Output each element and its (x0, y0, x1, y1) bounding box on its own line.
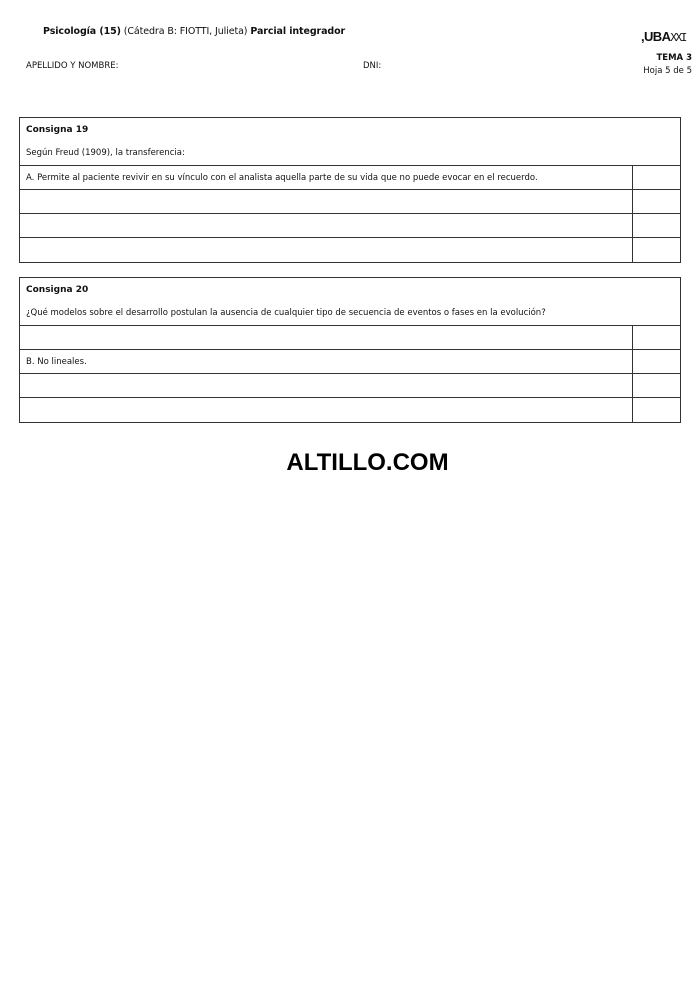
course-detail: (Cátedra B: FIOTTI, Julieta) (120, 26, 251, 37)
answer-option-text (20, 374, 632, 397)
question-header (20, 118, 680, 165)
question-text: Según Freud (1909), la transferencia: (26, 148, 185, 158)
answer-option-row[interactable] (20, 325, 680, 349)
question-header (20, 278, 680, 325)
answer-option-row[interactable] (20, 349, 680, 373)
question-box-19 (19, 117, 681, 263)
logo-suffix: XXI (670, 31, 686, 44)
answer-option-row[interactable] (20, 213, 680, 237)
answer-option-text (20, 238, 632, 262)
tema-label: TEMA 3 (656, 53, 692, 63)
watermark: ALTILLO.COM (286, 449, 449, 476)
answer-option-text (20, 398, 632, 422)
dni-field-label: DNI: (363, 61, 382, 71)
question-number: Consigna 20 (26, 285, 89, 295)
question-text: ¿Qué modelos sobre el desarrollo postulan la ausencia de cualquier tipo de secuencia de eventos o fases en la evolución? (26, 308, 546, 318)
page-number: Hoja 5 de 5 (643, 66, 692, 76)
answer-mark-cell[interactable] (632, 398, 680, 422)
answer-mark-cell[interactable] (632, 350, 680, 373)
answer-mark-cell[interactable] (632, 214, 680, 237)
uba-xxi-logo: ,UBAXXI (641, 29, 686, 44)
answer-option-row[interactable] (20, 165, 680, 189)
answer-option-text: B. No lineales. (26, 357, 87, 367)
answer-mark-cell[interactable] (632, 190, 680, 213)
answer-option-text (20, 190, 632, 213)
answer-mark-cell[interactable] (632, 374, 680, 397)
answer-mark-cell[interactable] (632, 238, 680, 262)
question-number: Consigna 19 (26, 125, 89, 135)
answer-option-row[interactable] (20, 397, 680, 422)
answer-option-row[interactable] (20, 373, 680, 397)
course-name: Psicología (15) (43, 26, 121, 37)
question-box-20 (19, 277, 681, 423)
course-title (43, 26, 345, 37)
answer-option-text (20, 214, 632, 237)
answer-mark-cell[interactable] (632, 166, 680, 189)
answer-option-row[interactable] (20, 189, 680, 213)
answer-mark-cell[interactable] (632, 326, 680, 349)
answer-option-text (20, 326, 632, 349)
name-field-label: APELLIDO Y NOMBRE: (26, 61, 119, 71)
answer-option-text: A. Permite al paciente revivir en su vínculo con el analista aquella parte de su vida que no puede evocar en el recuerdo. (26, 173, 538, 183)
logo-main: UBA (644, 29, 671, 44)
answer-option-row[interactable] (20, 237, 680, 262)
exam-type: Parcial integrador (250, 26, 346, 37)
